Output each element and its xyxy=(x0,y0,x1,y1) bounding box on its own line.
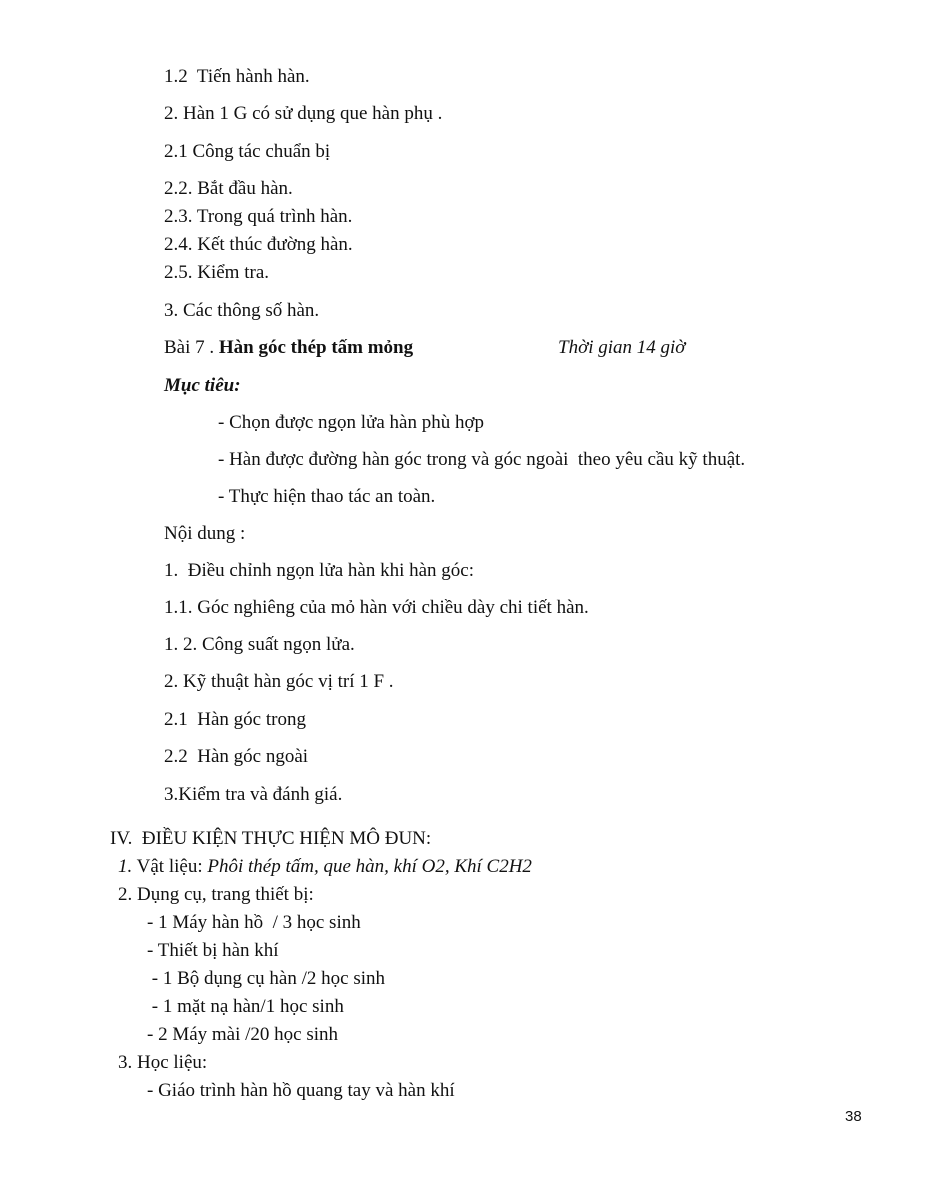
item-2-1: 2.1 Công tác chuẩn bị xyxy=(164,141,331,162)
item-2-4: 2.4. Kết thúc đường hàn. xyxy=(164,234,353,255)
objective-item: - Thực hiện thao tác an toàn. xyxy=(218,486,436,507)
materials-line xyxy=(118,857,532,876)
content-item: 3.Kiểm tra và đánh giá. xyxy=(164,784,343,805)
objective-item: - Chọn được ngọn lửa hàn phù hợp xyxy=(218,412,485,433)
lesson-duration: Thời gian 14 giờ xyxy=(558,337,686,358)
lesson-title xyxy=(164,338,413,357)
item-3: 3. Các thông số hàn. xyxy=(164,300,320,321)
item-2-3: 2.3. Trong quá trình hàn. xyxy=(164,206,353,227)
item-1-2: 1.2 Tiến hành hàn. xyxy=(164,66,310,87)
page-number: 38 xyxy=(845,1108,862,1125)
content-item: 1. 2. Công suất ngọn lửa. xyxy=(164,634,355,655)
tools-heading: 2. Dụng cụ, trang thiết bị: xyxy=(118,884,314,905)
content-item: 2.1 Hàn góc trong xyxy=(164,709,306,730)
tools-item: - 1 Bộ dụng cụ hàn /2 học sinh xyxy=(147,968,386,989)
item-2-5: 2.5. Kiểm tra. xyxy=(164,262,270,283)
content-item: 2.2 Hàn góc ngoài xyxy=(164,746,309,767)
learning-materials-item: - Giáo trình hàn hồ quang tay và hàn khí xyxy=(147,1080,455,1101)
content-item: 1.1. Góc nghiêng của mỏ hàn với chiều dày chi tiết hàn. xyxy=(164,597,589,618)
content-item: 2. Kỹ thuật hàn góc vị trí 1 F . xyxy=(164,671,394,692)
tools-item: - 2 Máy mài /20 học sinh xyxy=(147,1024,339,1045)
materials-number: 1. xyxy=(118,856,133,877)
materials-value: Phôi thép tấm, que hàn, khí O2, Khí C2H2 xyxy=(207,856,532,877)
content-heading: Nội dung : xyxy=(164,523,246,544)
item-2: 2. Hàn 1 G có sử dụng que hàn phụ . xyxy=(164,103,443,124)
tools-item: - 1 mặt nạ hàn/1 học sinh xyxy=(147,996,344,1017)
section-iv-heading: IV. ĐIỀU KIỆN THỰC HIỆN MÔ ĐUN: xyxy=(110,828,432,849)
learning-materials-heading: 3. Học liệu: xyxy=(118,1052,208,1073)
lesson-title-text: Hàn góc thép tấm mỏng xyxy=(218,337,414,358)
objectives-heading: Mục tiêu: xyxy=(164,375,241,396)
materials-label: Vật liệu: xyxy=(132,856,208,877)
item-2-2: 2.2. Bắt đầu hàn. xyxy=(164,178,293,199)
tools-item: - Thiết bị hàn khí xyxy=(147,940,279,961)
tools-item: - 1 Máy hàn hồ / 3 học sinh xyxy=(147,912,361,933)
objective-item: - Hàn được đường hàn góc trong và góc ngoài theo yêu cầu kỹ thuật. xyxy=(218,449,746,470)
lesson-prefix: Bài 7 . xyxy=(164,337,219,358)
content-item: 1. Điều chỉnh ngọn lửa hàn khi hàn góc: xyxy=(164,560,475,581)
